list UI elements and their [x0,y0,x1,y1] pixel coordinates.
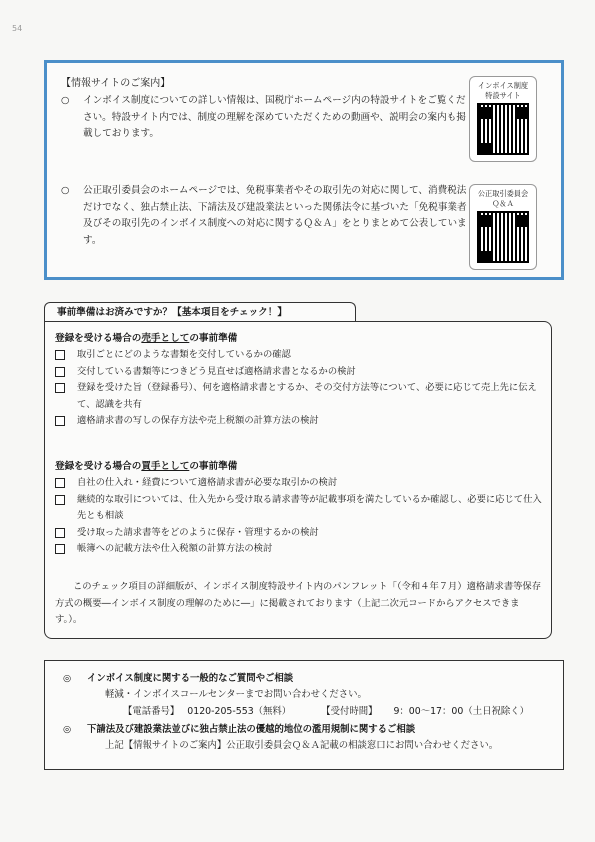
checklist-item-text: 登録を受けた旨（登録番号）、何を適格請求書とするか、その交付方法等について、必要に応じて売上先に伝えて、認識を共有 [77,382,537,410]
checklist-box [44,321,552,639]
heading-text: インボイス制度に関する一般的なご質問やご相談 [87,673,294,684]
heading-emphasis: 買手として [141,461,190,472]
buyer-checklist [55,475,545,558]
general-inquiry-heading [63,671,293,686]
hours-label: 【受付時間】 [321,706,378,717]
checklist-item-text: 継続的な取引については、仕入先から受け取る請求書等が記載事項を満たしているか確認し、必要に応じて仕入先とも相談 [77,493,542,521]
info-box-title: 【情報サイトのご案内】 [61,78,171,89]
checklist-tab-label: 事前準備はお済みですか？【基本項目をチェック！】 [44,302,356,322]
hours-value: 9：00～17：00（土日祝除く） [393,706,529,717]
qr-code-icon[interactable] [477,211,529,263]
checkbox-icon[interactable] [55,383,65,393]
heading-prefix: 登録を受ける場合の [55,333,142,344]
phone-number[interactable]: 0120-205-553（無料） [187,706,292,717]
checkbox-icon[interactable] [55,528,65,538]
checklist-item [55,364,545,381]
checklist-item [55,347,545,364]
general-inquiry-text: 軽減・インボイスコールセンターまでお問い合わせください。 [105,689,367,700]
checklist-item [55,541,545,558]
info-item-text: 公正取引委員会のホームページでは、免税事業者やその取引先の対応に関して、消費税法だけでなく、独占禁止法、下請法及び建設業法といった関係法令に基づいた「免税事業者及びその取引先のインボイス制度への対応に関するＱ＆Ａ」をとりまとめて公表しています。 [83,185,467,246]
phone-label: 【電話番号】 [123,706,180,717]
qr-caption-line2: 特設サイト [485,90,521,100]
circle-bullet-icon: ○ [61,185,70,196]
info-site-box [44,60,564,280]
checklist-item-text: 取引ごとにどのような書類を交付しているかの確認 [77,349,291,360]
checklist-item [55,413,545,430]
checkbox-icon[interactable] [55,478,65,488]
law-inquiry-heading [63,722,415,737]
heading-emphasis: 売手として [141,333,190,344]
call-center-info [123,704,529,719]
qr-caption-line1: 公正取引委員会 [477,189,529,198]
heading-suffix: の事前準備 [189,333,238,344]
seller-section-heading [55,330,237,344]
checklist-item [55,492,545,525]
checklist-note: このチェック項目の詳細版が、インボイス制度特設サイト内のパンフレット「（令和４年７月）適格請求書等保存方式の概要―インボイス制度の理解のために―」に掲載されております（上記二次元コードからアクセスできます。）。 [55,581,542,625]
checkbox-icon[interactable] [55,495,65,505]
checkbox-icon[interactable] [55,416,65,426]
checklist-item [55,475,545,492]
checklist-item-text: 帳簿への記載方法や仕入税額の計算方法の検討 [77,543,273,554]
checkbox-icon[interactable] [55,350,65,360]
seller-checklist [55,347,545,430]
invoice-site-qr-card[interactable] [469,76,537,162]
checklist-item [55,380,545,413]
checkbox-icon[interactable] [55,367,65,377]
qr-caption-line1: インボイス制度 [477,81,529,90]
heading-prefix: 登録を受ける場合の [55,461,142,472]
checklist-item-text: 適格請求書の写しの保存方法や売上税額の計算方法の検討 [77,415,319,426]
checklist-item [55,525,545,542]
info-item-jftc-site [61,183,473,249]
law-inquiry-text: 上記【情報サイトのご案内】公正取引委員会Ｑ＆Ａ記載の相談窓口にお問い合わせください。 [105,740,499,751]
double-circle-icon: ◎ [63,673,72,684]
buyer-section-heading [55,458,237,472]
checklist-item-text: 受け取った請求書等をどのように保存・管理するかの検討 [77,526,319,538]
checklist-item-text: 交付している書類等につきどう見直せば適格請求書となるかの検討 [77,365,356,377]
info-item-nta-site [61,93,473,143]
checkbox-icon[interactable] [55,544,65,554]
heading-suffix: の事前準備 [189,461,238,472]
qr-caption-line2: Ｑ＆Ａ [492,198,514,208]
contact-box [44,660,564,770]
heading-text: 下請法及び建設業法並びに独占禁止法の優越的地位の濫用規制に関するご相談 [87,724,416,735]
qr-code-icon[interactable] [477,103,529,155]
double-circle-icon: ◎ [63,724,72,735]
jftc-qa-qr-card[interactable] [469,184,537,270]
info-item-text: インボイス制度についての詳しい情報は、国税庁ホームページ内の特設サイトをご覧ください。特設サイト内では、制度の理解を深めていただくための動画や、説明会の案内も掲載しております。 [83,95,466,139]
checklist-item-text: 自社の仕入れ・経費について適格請求書が必要な取引かの検討 [77,477,338,488]
circle-bullet-icon: ○ [61,95,70,106]
page-number: 54 [12,24,23,33]
